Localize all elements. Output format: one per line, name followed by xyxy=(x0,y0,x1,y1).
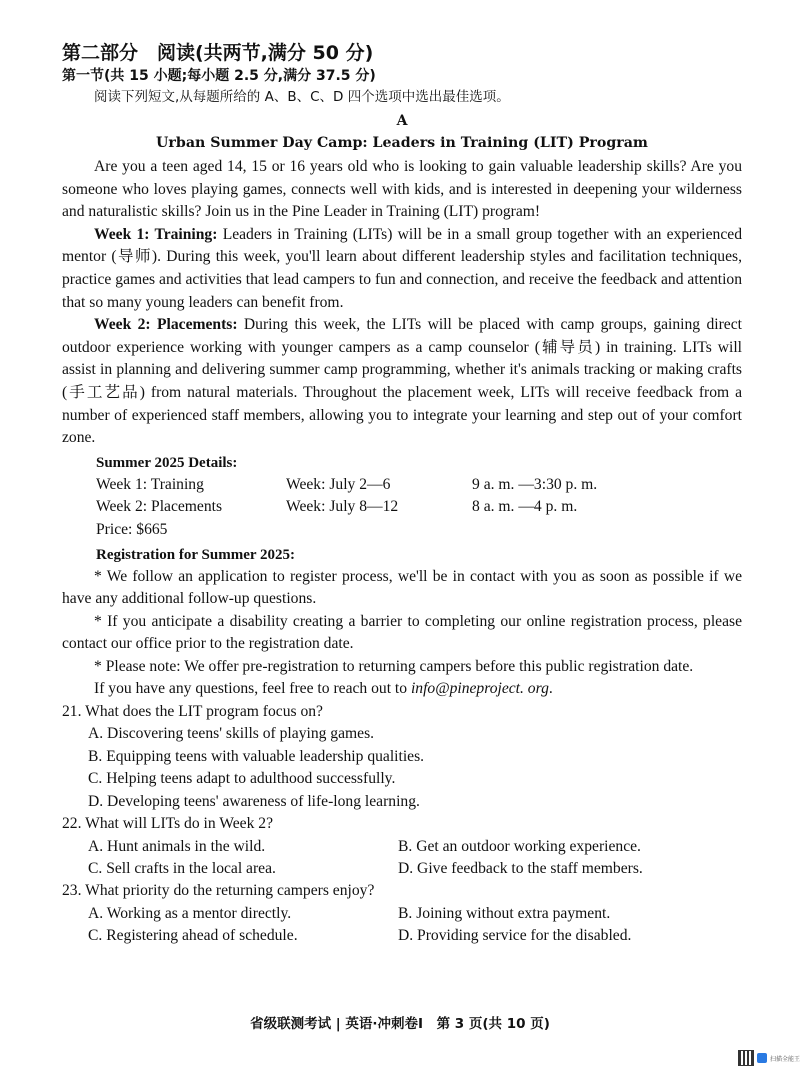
scanner-logo-icon xyxy=(757,1053,767,1063)
answer-option: D. Developing teens' awareness of life-long learning. xyxy=(88,792,420,810)
week1-paragraph xyxy=(62,224,742,314)
week2-paragraph xyxy=(62,314,742,450)
part-heading: 第二部分 阅读(共两节,满分 50 分) xyxy=(62,42,374,64)
week2-label: Week 2: Placements: xyxy=(94,316,238,334)
watermark-text: 扫描全能王 xyxy=(770,1055,800,1063)
schedule-time: 8 a. m. —4 p. m. xyxy=(472,498,578,516)
week2-text: During this week, the LITs will be placed with camp groups, gaining direct outdoor experience working with younger campers as a camp counselor (辅导员) in training. LITs will assist in planning and delivering summer camp programming, whether it's animals tracking or making crafts (手工艺品) from natural materials. Throughout the placement week, LITs will receive feedback from a number of experienced staff members, allowing you to integrate your learning and step out of your comfort zone. xyxy=(62,316,742,447)
exam-page xyxy=(62,40,742,948)
schedule-row xyxy=(96,474,742,497)
intro-paragraph: Are you a teen aged 14, 15 or 16 years old who is looking to gain valuable leadership skills? Are you someone who loves playing games, connects well with kids, and is interested in deepening your wilderness and naturalistic skills? Join us in the Pine Leader in Training (LIT) program! xyxy=(62,158,742,221)
answer-option: D. Give feedback to the staff members. xyxy=(398,859,643,877)
registration-note: * If you anticipate a disability creating a barrier to completing our online registration process, please contact our office prior to the registration date. xyxy=(62,612,742,653)
contact-text: If you have any questions, feel free to reach out to xyxy=(94,680,411,698)
question-stem: 22. What will LITs do in Week 2? xyxy=(62,815,274,833)
option-row xyxy=(88,925,742,947)
option-row xyxy=(88,858,742,880)
schedule-time: 9 a. m. —3:30 p. m. xyxy=(472,475,598,493)
answer-option: A. Working as a mentor directly. xyxy=(88,904,292,922)
answer-option: C. Helping teens adapt to adulthood successfully. xyxy=(88,770,396,788)
price: Price: $665 xyxy=(96,520,168,538)
registration-note: * Please note: We offer pre-registration to returning campers before this public registration date. xyxy=(94,657,694,675)
answer-option: C. Sell crafts in the local area. xyxy=(88,859,276,877)
schedule-name: Week 2: Placements xyxy=(96,498,223,516)
details-heading: Summer 2025 Details: xyxy=(96,454,238,471)
passage-letter: A xyxy=(396,113,408,129)
answer-option: D. Providing service for the disabled. xyxy=(398,927,632,945)
registration-note: * We follow an application to register process, we'll be in contact with you as soon as possible if we have any additional follow-up questions. xyxy=(62,567,742,608)
answer-option: A. Discovering teens' skills of playing games. xyxy=(88,725,375,743)
contact-email: info@pineproject. org xyxy=(410,680,549,698)
contact-paragraph xyxy=(62,678,742,701)
instruction: 阅读下列短文,从每题所给的 A、B、C、D 四个选项中选出最佳选项。 xyxy=(94,89,510,105)
section-heading: 第一节(共 15 小题;每小题 2.5 分,满分 37.5 分) xyxy=(62,68,376,84)
passage-title: Urban Summer Day Camp: Leaders in Training (LIT) Program xyxy=(156,135,648,151)
registration-heading: Registration for Summer 2025: xyxy=(96,546,295,563)
page-footer: 省级联测考试 | 英语·冲刺卷Ⅰ 第 3 页(共 10 页) xyxy=(250,1016,550,1032)
answer-option: A. Hunt animals in the wild. xyxy=(88,837,266,855)
qr-code-icon xyxy=(738,1050,754,1066)
schedule-row xyxy=(96,496,742,519)
answer-option: B. Equipping teens with valuable leadership qualities. xyxy=(88,747,425,765)
option-row xyxy=(88,903,742,925)
contact-end: . xyxy=(548,680,553,698)
week1-text: Leaders in Training (LITs) will be in a small group together with an experienced mentor (导师). During this week, you'll learn about different leadership styles and facilitation techniques, practice games and activities that lead campers to fun and connection, and receive the feedback and attention that so many young leaders can benefit from. xyxy=(62,225,742,311)
scanner-watermark xyxy=(738,1050,800,1066)
schedule-name: Week 1: Training xyxy=(96,475,204,493)
answer-option: C. Registering ahead of schedule. xyxy=(88,927,298,945)
schedule-week: Week: July 2—6 xyxy=(286,475,391,493)
option-row xyxy=(88,836,742,858)
schedule-week: Week: July 8—12 xyxy=(286,498,399,516)
answer-option: B. Joining without extra payment. xyxy=(398,904,611,922)
week1-label: Week 1: Training: xyxy=(94,225,218,243)
question-stem: 21. What does the LIT program focus on? xyxy=(62,703,323,721)
answer-option: B. Get an outdoor working experience. xyxy=(398,837,641,855)
question-stem: 23. What priority do the returning campers enjoy? xyxy=(62,882,375,900)
